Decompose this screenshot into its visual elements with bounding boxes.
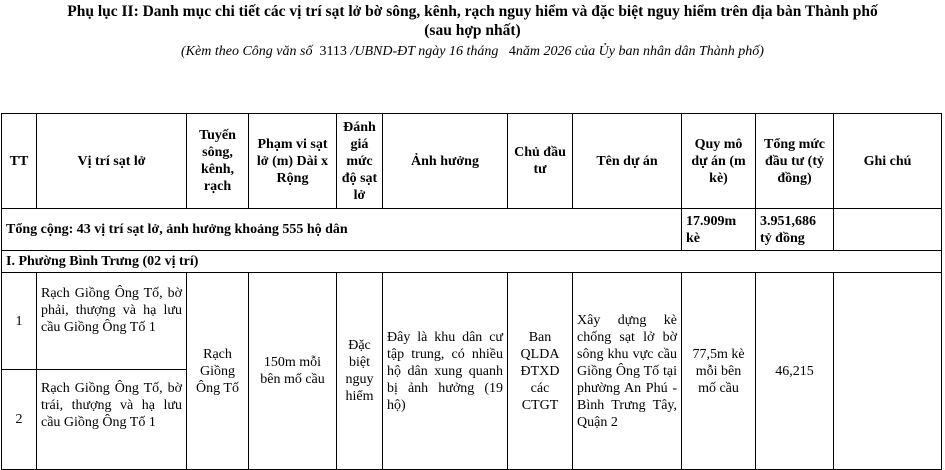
subtitle-suffix: năm 2026 của Ủy ban nhân dân Thành phố)	[515, 44, 764, 59]
section-row	[2, 251, 942, 273]
col-header-river: Tuyến sông, kênh, rạch	[187, 114, 249, 209]
merged-assessment: Đặc biệt nguy hiểm	[337, 273, 383, 470]
document-subtitle	[0, 42, 945, 62]
total-note	[834, 209, 942, 251]
merged-impact: Đây là khu dân cư tập trung, có nhiều hộ dân xung quanh bị ảnh hưởng (19 hộ)	[383, 273, 508, 470]
row-location: Rạch Giồng Ông Tố, bờ trái, thượng và hạ lưu cầu Giồng Ông Tố 1	[37, 370, 187, 470]
merged-investor: Ban QLDA ĐTXD các CTGT	[508, 273, 573, 470]
col-header-total-invest: Tổng mức đầu tư (tỷ đồng)	[756, 114, 834, 209]
merged-scale: 77,5m kè mỗi bên mố cầu	[682, 273, 756, 470]
col-header-location: Vị trí sạt lở	[37, 114, 187, 209]
col-header-tt: TT	[2, 114, 37, 209]
document-number: 3113	[319, 44, 347, 59]
section-label: I. Phường Bình Trưng (02 vị trí)	[2, 251, 942, 273]
col-header-scope: Phạm vi sạt lở (m) Dài x Rộng	[249, 114, 337, 209]
total-scale: 17.909m kè	[682, 209, 756, 251]
merged-project: Xây dựng kè chống sạt lở bờ sông khu vực cầu Giồng Ông Tố tại phường An Phú - Bình Trưng Tây, Quận 2	[573, 273, 682, 470]
subtitle-prefix: (Kèm theo Công văn số	[181, 44, 313, 59]
total-row	[2, 209, 942, 251]
subtitle-mid: /UBND-ĐT ngày 16 tháng	[350, 44, 499, 59]
document-title: Phụ lục II: Danh mục chi tiết các vị trí sạt lở bờ sông, kênh, rạch nguy hiểm và đặc biệt nguy hiểm trên địa bàn Thành phố	[67, 3, 878, 20]
row-tt: 2	[2, 370, 37, 470]
col-header-scale: Quy mô dự án (m kè)	[682, 114, 756, 209]
total-label: Tổng cộng: 43 vị trí sạt lở, ảnh hưởng khoảng 555 hộ dân	[2, 209, 682, 251]
col-header-investor: Chủ đầu tư	[508, 114, 573, 209]
merged-invest: 46,215	[756, 273, 834, 470]
table-header-row	[2, 114, 942, 209]
col-header-impact: Ảnh hưởng	[383, 114, 508, 209]
document-month: 4	[508, 44, 516, 59]
col-header-assessment: Đánh giá mức độ sạt lở	[337, 114, 383, 209]
table-row	[2, 273, 942, 370]
merged-river: Rạch Giồng Ông Tố	[187, 273, 249, 470]
landslide-table	[1, 113, 942, 470]
document-title-suffix: (sau hợp nhất)	[424, 22, 521, 39]
landslide-table-wrapper	[1, 113, 942, 470]
total-invest: 3.951,686 tỷ đồng	[756, 209, 834, 251]
merged-note	[834, 273, 942, 470]
row-location: Rạch Giồng Ông Tố, bờ phải, thượng và hạ lưu cầu Giồng Ông Tố 1	[37, 273, 187, 370]
col-header-project: Tên dự án	[573, 114, 682, 209]
row-tt: 1	[2, 273, 37, 370]
merged-scope: 150m mỗi bên mố cầu	[249, 273, 337, 470]
col-header-note: Ghi chú	[834, 114, 942, 209]
